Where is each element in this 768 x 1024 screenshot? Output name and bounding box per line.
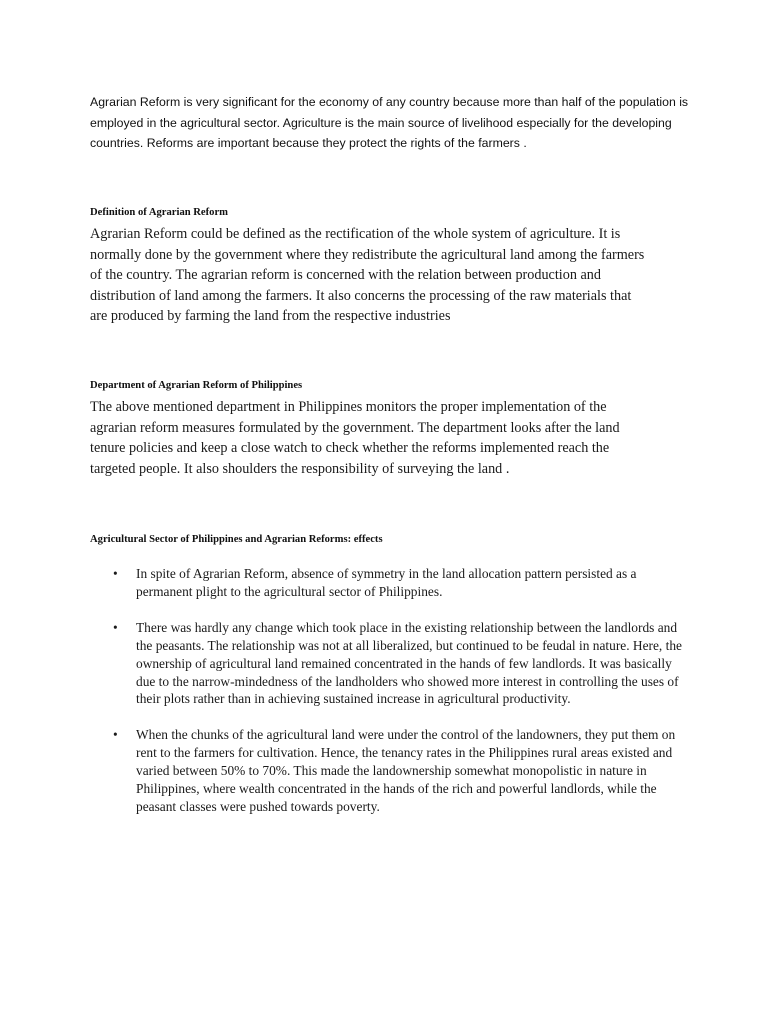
- bullet-icon: •: [113, 619, 118, 635]
- heading-effects: Agricultural Sector of Philippines and Agrarian Reforms: effects: [90, 534, 383, 545]
- list-item: [90, 726, 690, 816]
- heading-department: Department of Agrarian Reform of Philippines: [90, 380, 303, 391]
- heading-definition: Definition of Agrarian Reform: [90, 207, 228, 218]
- list-item: [90, 619, 690, 709]
- effects-bullet-list: [90, 565, 690, 834]
- bullet-text: There was hardly any change which took place in the existing relationship between the landlords and the peasants. The relationship was not at all liberalized, but continued to be feudal in nature. Here, the ownership of agricultural land remained concentrated in the hands of few landlords. It was basically due to the narrow-mindedness of the landholders who showed more interest in controlling the uses of their plots rather than in achieving sustained increase in agricultural productivity.: [136, 619, 682, 707]
- intro-paragraph: Agrarian Reform is very significant for the economy of any country because more than half of the population is employed in the agricultural sector. Agriculture is the main source of livelihood especially for the developing countries. Reforms are important because they protect the rights of the farmers .: [90, 95, 689, 150]
- bullet-icon: •: [113, 727, 118, 743]
- paragraph-department: The above mentioned department in Philippines monitors the proper implementation of the agrarian reform measures formulated by the government. The department looks after the land tenure policies and keep a close watch to check whether the reforms implemented reach the targeted people. It also shoulders the responsibility of surveying the land .: [90, 399, 620, 477]
- bullet-text: When the chunks of the agricultural land were under the control of the landowners, they put them on rent to the farmers for cultivation. Hence, the tenancy rates in the Philippines rural areas existed and varied between 50% to 70%. This made the landownership somewhat monopolistic in nature in Philippines, where wealth concentrated in the hands of the rich and powerful landlords, while the peasant classes were pushed towards poverty.: [136, 727, 676, 814]
- bullet-icon: •: [113, 566, 118, 581]
- bullet-text: In spite of Agrarian Reform, absence of symmetry in the land allocation pattern persisted as a permanent plight to the agricultural sector of Philippines.: [136, 566, 637, 599]
- list-item: [90, 565, 690, 601]
- paragraph-definition: Agrarian Reform could be defined as the rectification of the whole system of agriculture. It is normally done by the government where they redistribute the agricultural land among the farmers of the country. The agrarian reform is concerned with the relation between production and distribution of land among the farmers. It also concerns the processing of the raw materials that are produced by farming the land from the respective industries: [90, 226, 645, 325]
